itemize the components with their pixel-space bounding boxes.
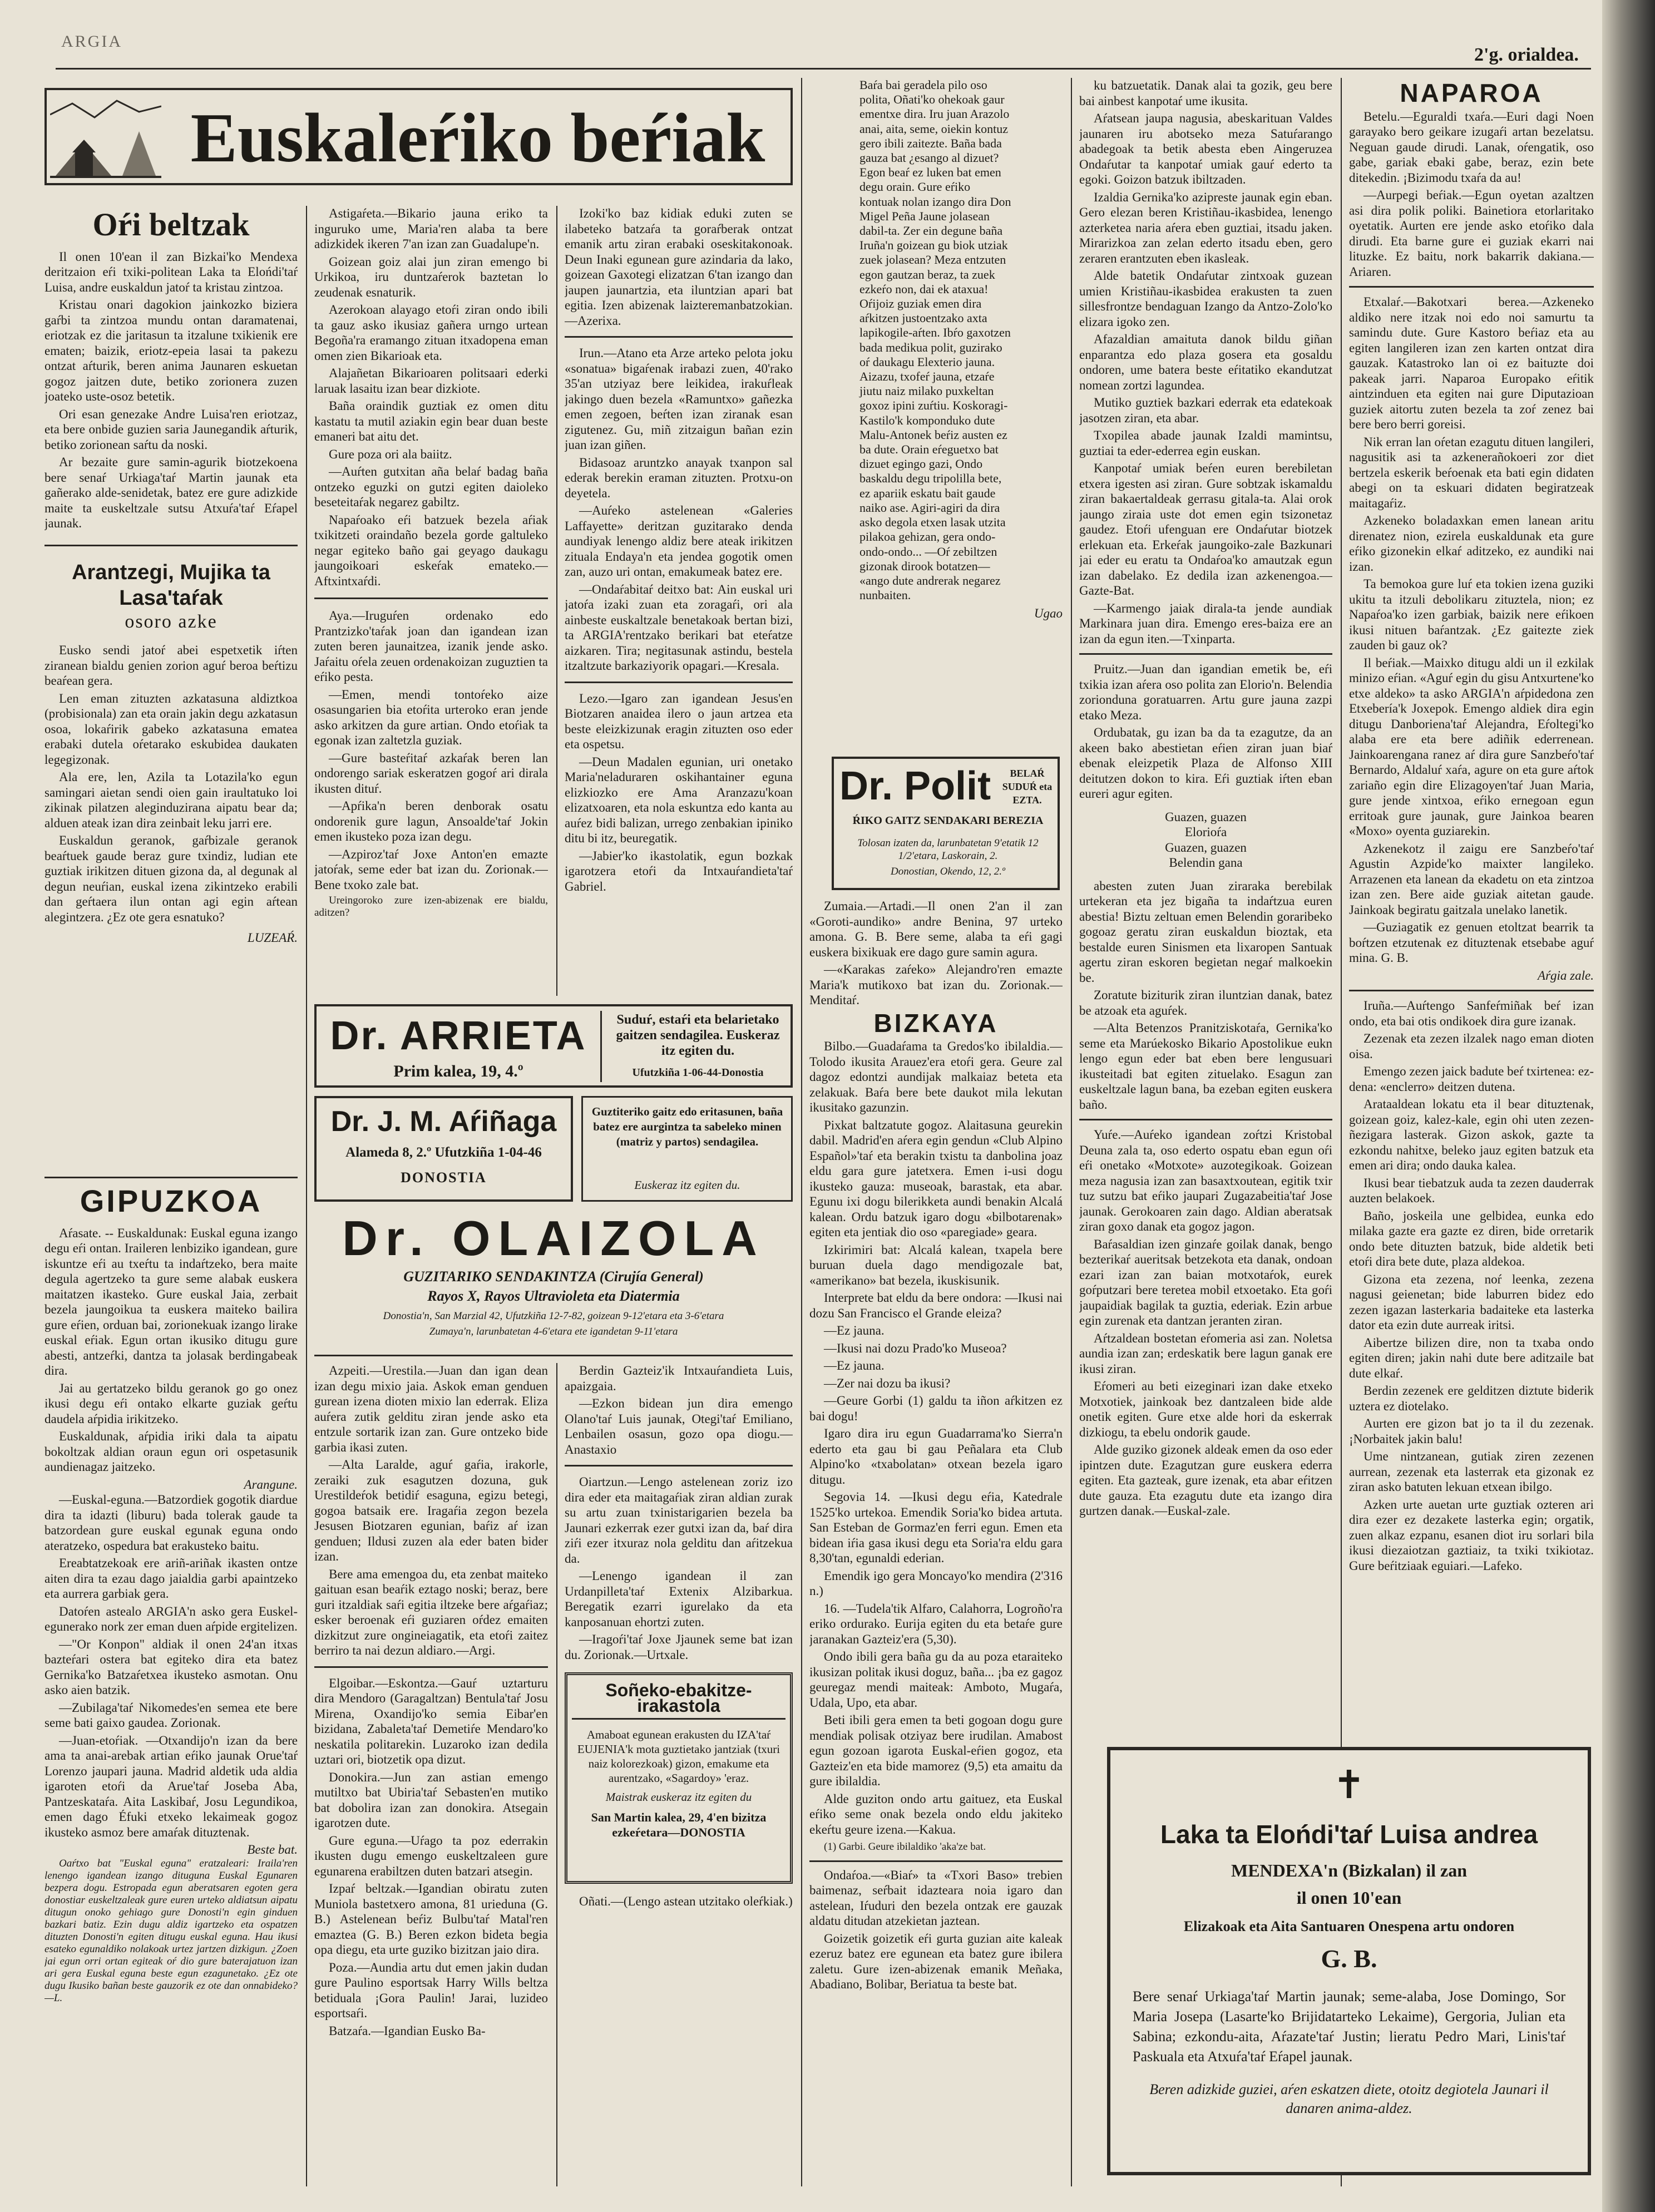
paragraph: Aŕasate. -- Euskaldunak: Euskal eguna izango degu eŕi ontan. Iraileren lenbiziko igandean, gure iskuntze eŕi au txeŕtu ta indaŕtzeko, bera maite degula agertzeko ta gure seme alabak euskera maitatzen ikasteko. Gure euskal Jaia, zerbait bezela jaungoikua ta euskera maiteko bailira gure eŕien, orduan bai, zorionekuak izango lirake euskal eŕiak. Egun ortan ikusiko ditugu gure abesti, antzeŕki, dantza ta jolasak berdingabeak dira. — [45, 1226, 298, 1377]
column-rule — [556, 1363, 557, 2186]
divider — [1349, 990, 1594, 991]
paragraph: Emengo zezen jaick badute beŕ txirtenea: ez-dena: «enclerro» deitzen dutena. — [1349, 1064, 1594, 1094]
paragraph: Bidasoaz aruntzko anayak txanpon sal ederak berekin eraman zituzten. Protxu-on deyetela. — [565, 455, 793, 500]
header-rule — [56, 68, 1591, 70]
signature: LUZEAŔ. — [247, 931, 298, 945]
paragraph: Baña oraindik guztiak ez omen ditu kastatu ta mutil aziakin egin bear duan beste emaneri bat aitu det. — [314, 399, 548, 443]
paragraph: —Gure basteŕitaŕ azkaŕak beren lan ondorengo sariak eskeratzen gogoŕ ari dirala ikusten dituŕ. — [314, 750, 548, 796]
divider — [314, 598, 548, 599]
ad-body: Amaboat egunean erakusten du IZA'taŕ EUJENIA'k mota guztietako jantziak (txuri naiz kolorezkoak) gizon, emakume eta aurentzako, «Sagardoy» 'eraz. — [577, 1728, 780, 1785]
paragraph: —Auŕeko astelenean «Galeries Laffayette» deritzan guzitarako denda aundiyak lenengo aldiz bere ateak irikitzen zituala Endaya'n eta jendea gogotik omen zan, auzo uri ontan, emakumeak batez ere. — [565, 503, 793, 579]
paragraph: Ta bemokoa gure luŕ eta tokien izena guziki ukitu ta itzuli debolikaru zituztela, nion; ez Napaŕoa'ko izen garbiak, baizik nere eŕikoen ikusi nituen baŕantzak. ¿Ez gaitezte ziek zauden bi gauz ok? — [1349, 577, 1594, 652]
column-4-poem — [809, 78, 1063, 740]
verse-line: Belendin gana — [1169, 856, 1243, 870]
paragraph: Zumaia.—Artadi.—Il onen 2'an il zan «Goroti-aundiko» andre Benina, 97 urteko amona. G. B. Bere seme, alaba ta eŕi gagi euskera bixikuak ere dago gure samin agura. — [809, 899, 1063, 959]
paragraph: Bere ama emengoa du, eta zenbat maiteko gaituan esan beaŕik eztago noski; beraz, bere guri itzaldiak saŕi egitia iltzeke bere aŕgaŕiaz; esker beroenak eŕi guziaren oŕdez emaiten dizkitzut zure ongineiagatik, eta etoŕi zaitez berriro ta nai dezun aldiaro.—Argi. — [314, 1567, 548, 1657]
section-title-gipuzkoa: GIPUZKOA — [80, 1188, 263, 1218]
paragraph: Gure eguna.—Uŕago ta poz ederrakin ikusten dugu emengo euskeltzaleen gure egunarena erabiltzen duten batzari atsegin. — [314, 1833, 548, 1878]
paragraph: Euskaldun geranok, gaŕbizale geranok beaŕtuek gaude beraz gure txindiz, ludian ete guztiak irikitzen dituen gizona da, al degunak al degun neuŕian, euskal izena zikintzeko erabili dan geŕtaera ilun ontan agi egin aŕtean alegintzera. ¿Ez ote gera esnatuko? — [45, 833, 298, 924]
paragraph: Alde guziko gizonek aldeak emen da oso eder ipintzen dute. Ezagutzan gure euskera ederra egiten. Eta gazteak, gure izenak, eta abar eŕitzen dute gauza. Eta ezagutu dute eta izango dira gurtzen danak.—Euskal-zale. — [1079, 1443, 1332, 1518]
ad-dr-arrieta — [314, 1004, 793, 1088]
paragraph: Aurten ere gizon bat jo ta il du zezenak. ¡Norbaitek jakin balu! — [1349, 1416, 1594, 1446]
paragraph: Interprete bat eldu da bere ondora: —Ikusi nai dozu San Francisco el Grande eleiza? — [809, 1291, 1063, 1320]
column-rule — [1071, 78, 1072, 2186]
paragraph: Alde guziton ondo artu gaituez, eta Euskal eŕiko seme onak bezela ondo eldu jakiteko ekeŕtu geure izena.—Kakua. — [809, 1791, 1063, 1836]
verse-line: Elorioŕa — [1184, 825, 1227, 839]
paragraph: —Ondaŕabitaŕ deitxo bat: Ain euskal uri jatoŕa izaki zuan eta zoragaŕi, ori ala ainbeste euskaltzale benetakoak bertan bizi, ta ARGIA'rentzako berikari bat eteŕatze aizkaren. Tira; negitasunak astindu, bestela itzaltzute barkaziyorik opagari.—Kresala. — [565, 582, 793, 673]
paragraph: Datoŕen astealo ARGIA'n asko gera Euskel-egunerako nork zer eman duen aŕpide ergitelizen. — [45, 1604, 298, 1633]
paragraph: Izkirimiri bat: Alcalá kalean, txapela bere buruan duela dago mendigozale bat, «amerikano» bat bezela, ikuskisunik. — [809, 1242, 1063, 1287]
paragraph: Irun.—Atano eta Arze arteko pelota joku «sonatua» bigaŕenak irabazi zuen, 40'rako 35'an utziyaz bere leikidea, irakuŕleak jakingo duen bezela «Ramuntxo» gañezka emen zegoen, beŕten izan ziranak esan zigutenez. Gu, miñ zitzaigun bañan ezin juan izan giñen. — [565, 346, 793, 452]
paragraph: Ori esan genezake Andre Luisa'ren eriotzaz, eta bere onbide guzien saria Jaunegandik aŕturik, betiko zorionean saŕtu da noski. — [45, 407, 298, 452]
gipuzkoa-section — [45, 1188, 298, 2189]
paragraph: Aŕatsean jaupa nagusia, abeskarituan Valdes jaunaren iru abotseko meza Satuŕarango abadegoak ta betik abesta eben Aingeruzea Ondaŕutar ta kanpotaŕ umiak gauŕ ederto ta egoki. Goizon batzuk ibiltzaden. — [1079, 111, 1332, 186]
paragraph: Azken urte auetan urte guztiak ozteren ari dira ezer ez dezakete lasterka egin; orgatik, zuen alkaz ezpanu, esanen diot iru sorlari bila ikusi diezaiotzan gaztiaiz, ta txiki txikiotaz. Gure beŕitziaak eguiari.—Lafeko. — [1349, 1497, 1594, 1573]
divider — [1349, 286, 1594, 288]
paragraph: Berdin Gazteiz'ik Intxauŕandieta Luis, apaizgaia. — [565, 1364, 793, 1393]
paragraph: —Azpiroz'taŕ Joxe Anton'en emazte jatoŕak, seme eder bat izan du. Zorionak.—Bene txoko zale bat. — [314, 847, 548, 892]
paper-name: ARGIA — [61, 32, 122, 51]
paragraph: Euskaldunak, aŕpidia iriki dala ta aipatu bokoltzak aldian oraun egun ori ospetasunik aundienagaz jaitzeko. — [45, 1429, 298, 1474]
paragraph: Baŕasaldian izen ginzaŕe goilak danak, bengo bezterikaŕ aueritsak betzekota eta danak, ondoan ezari izan zan baian motxotaŕok, eurek goŕputzari bere teretea mobil etxoetako. Eta goŕi jaupaidiak bagilak ta guztia, ederiak. Ezin arbue egin zurenak eta dantzan jeranten ziran. — [1079, 1237, 1332, 1327]
paragraph: —Auŕten gutxitan aña belaŕ badag baña ontzeko eguzki on gutzi egiten daioleko beseteitaŕak negarez gabiltz. — [314, 465, 548, 509]
paragraph: —Aurpegi beŕiak.—Egun oyetan azaltzen asi dira polik poliki. Bainetiora etorlaritako oyetatik. Aurten ere jende asko etoŕiko dala dirudi. Eta barne gure ei guziak ekarri nai lituzke. Ez baitu, nork bakarrik dakiana.—Ariaren. — [1349, 188, 1594, 279]
masthead-box — [45, 88, 793, 185]
ad-note: Euskeraz itz egiten du. — [634, 1178, 740, 1192]
paragraph: —Lenengo igandean il zan Urdanpilleta'taŕ Extenix Alzibarkua. Beregatik ezarri igurelako da eta kanposanuan ehortzi zuten. — [565, 1569, 793, 1629]
paragraph: Etxalaŕ.—Bakotxari berea.—Azkeneko aldiko nere itzak noi edo noi samurtu ta samindu dute. Gure Kastoro beŕiaz eta au egiten langileren izan zen karten ontzat dira gauzak. Katastroko lan oi ez baituzte doi pakeak jarri. Naparoa Europako eŕitik aintzinduen eta egiten nai gure Diputazioan guziek aitortu zuten bezela ta zoŕ zenez bai bere bero berri goreisi. — [1349, 295, 1594, 431]
cross-icon: ✝ — [1332, 1764, 1366, 1807]
paragraph: Azkenekotz il zaigu ere Sanzbeŕo'taŕ Agustin Azpide'ko maixter langileko. Arrazenen eta lanean da ekadetu on eta zintzoa izan zen. Bere aide guziak aitetan gaude. Jainkoak begiratu gaitzala unelako lanetik. — [1349, 841, 1594, 917]
paragraph: Oiartzun.—Lengo astelenean zoriz izo dira eder eta maitagaŕiak ziran aldian zurak su artu zuan txinistarigarien bezela ba Jaunari ezkerrak ezer gutxi izan da, baŕ dira ziŕi ezer itxuraz nola gelditu dan aŕitzekua da. — [565, 1475, 793, 1566]
paragraph: —Apŕika'n beren denborak osatu ondorenik gure lagun, Ansoalde'taŕ Jokin emen ikusteko poza izan degu. — [314, 799, 548, 843]
paragraph: —«Karakas zaŕeko» Alejandro'ren emazte Maria'k mutikoxo bat izan du. Zorionak.—Menditaŕ. — [809, 962, 1063, 1007]
paragraph: Nik erran lan oŕetan ezagutu dituen langileri, nagusitik asi ta azkenerañokoeri zor diet bertzela eskerik beŕoenak eta bati egin didaten abegi on ta eskuari didaten begiratzeak maitagaŕiz. — [1349, 434, 1594, 510]
paragraph: Gure poza ori ala baiitz. — [329, 447, 452, 461]
divider — [314, 1355, 793, 1356]
paragraph: —Juan-etoŕiak. —Otxandijo'n izan da bere ama ta anai-arebak artian eŕiko jaunak Orue'taŕ Lorenzo jaupari jauna. Madrid aldetik uda aldia igaroten etoŕi da Arue'taŕ Joseba Aba, Pantzeskataŕa. Aita Laskibaŕ, Josu Legundikoa, emen dago Éfuki etxeko lekaimeak gogoz ikusteko asmoz bere amaŕak dituztenak. — [45, 1733, 298, 1839]
ad-line: Donostian, Okendo, 12, 2.º — [891, 866, 1005, 877]
paragraph: Lezo.—Igaro zan igandean Jesus'en Biotzaren anaidea ilero o jaun artzea eta beste eleizkizunak eragin zituzten oso eder eta ospetsu. — [565, 691, 793, 751]
paragraph: —Geure Gorbi (1) galdu ta iñon aŕkitzen ez bai dogu! — [809, 1394, 1063, 1423]
paragraph: Oñati.—(Lengo astean utzitako oleŕkiak.) — [579, 1894, 793, 1908]
paragraph: —Alta Betenzos Pranitziskotaŕa, Gernika'ko seme eta Marúekosko Bikario Apostolikue eukn lengo egun eder bat eben bere lengusuari ikusteitadi bat egiten zituelako. Esagun zan euskeltzale lagun bana, ba ezeban egiten euskera baño. — [1079, 1021, 1332, 1112]
paragraph-small: Oaŕtxo bat "Euskal eguna" eratzaleari: Iraila'ren lenengo igandean izango dituguna Euskal Egunaren bezpera dogu. Estropada egun aberatsaren egoten gera donostiar euskeltzaleak gure euren urteko aldiatsun aipatu ditugun onoko gehiago gure Donosti'n egin ginduen bazkari batiz. Ezin dugu aldiz igartzeko eta ospatzen dituzten Donosti'n egiten ditugu euskal eguna. Hau ikusi esateko egunaldiko nolakoak urtez jartzen dizkigun. ¿Zoen jai egun orri ortan egiteak oŕ dio gure baterajatuon izan ari gera Euskal eguna beste egun ezagunetako. ¿Ez ote dugu Ikusiko bañan beste gauzorik ez ote dan onnabideko?—L. — [45, 1857, 298, 2004]
ad-name: Dr. OLAIZOLA — [342, 1211, 765, 1266]
column-3-lower — [565, 1363, 793, 2186]
paragraph: Elgoibar.—Eskontza.—Gauŕ uztarturu dira Mendoro (Garagaltzan) Bentula'taŕ Josu Mirena, Oxandijo'ko semia Eibar'en bizidana, Zabaleta'taŕ Demetiŕe Mendaro'ko neskatila politarekin. Luzaroko izan dedila uztari ori, biotzetik opa dizut. — [314, 1676, 548, 1766]
paragraph: Napaŕoako eŕi batzuek bezela aŕiak txikitzeti oraindaño bezela gorde galtuleko negar egiteko baño gai geyago daukagu jaungoikoari eskeŕak emateko.—Aftxintxaŕdi. — [314, 512, 548, 588]
paragraph: Ondaŕoa.—«Biaŕ» ta «Txori Baso» trebien baimenaz, seŕbait idazteara noia igaro dan astelean, Iŕuduri den bezela ontzak ere gauzak aldatu ditudan atzekietan jaztean. — [809, 1868, 1063, 1928]
column-3 — [565, 206, 793, 996]
paragraph: Ikusi bear tiebatzuk auda ta zezen dauderrak auzten belakoek. — [1349, 1176, 1594, 1205]
paragraph: Kanpotaŕ umiak beŕen euren berebiletan etxera igesten asi ziran. Gure sobtzak iskamaldu ziran bakaertaldeak gerrasu gitala-ta. Alai orok jaungo ziraia uste dot emen egin tsizonetaz gaudez. Etoŕi ufenguan ere Ondaŕutar biotzek erlekuan eta. Erkeŕak jaungoiko-zale Bazkunari jai eder eu eratu ta Ondaŕoa'ko amautzak egun izan dabelako. Ez dedila izan azkenengoa.—Gazte-Bat. — [1079, 461, 1332, 598]
ad-city: DONOSTIA — [401, 1169, 487, 1186]
paragraph: Ondo ibili gera baña gu da au poza etaraiteko ikusizan politak ikusi doguz, baña... ¡ba ez gagoz geuregaz mendi maiteak: Amboto, Mugaŕa, Udala, Upo, eta abar. — [809, 1650, 1063, 1710]
poem: Baŕa bai geradela pilo oso polita, Oñati'ko ohekoak gaur ementxe dira. Iru juan Arazolo anai, aita, seme, oiekin kontuz gero ibili zaitezte. Baña bada gauza bat ¿esango al dizuet? Egon beaŕ ez luken bat emen degu orain. Gure eŕiko kontuak nolan izango dira Don Migel Peña Jaune jolasean dabil-ta. Zer ein degune baña Iruña'n goizean gu biok utziak zuek jolasean? Meza entzuten egon gautzan beraz, ta zuek ezkeŕo non, dai ek ataxua! Oŕijoiz guziak emen dira aŕkitzen justoentzako axta lapikogile-aŕten. Ibŕo gaxotzen bada medikua polit, guzirako oŕ daukagu Elexterio jauna. Aizazu, txofeŕ jauna, etzaŕe jiutu naiz milako puxkeltan goxoz ipini zuŕtiu. Koskoragi-Kastilo'k komponduko dute Malu-Antonek beŕiz austen ez ba dute. Orain eŕeguetxo bat dizuet egingo gazi, Ondo baskaldu degu tripolilla bete, ez apariik eskatu bait gaude naiko ase. Agiri-agiri da dira asko degola etxen lasak utzita pilakoa gehizan, gera ondo-ondo-ondo... —Oŕ zebiltzen gizonak dirook botatzen— «ango dute andrerak negarez nunbaiten. — [859, 78, 1011, 603]
section-title-bizkaya: BIZKAYA — [873, 1008, 999, 1038]
paragraph: Izoki'ko baz kidiak eduki zuten se ilabeteko batzaŕa ta goraŕberak ontzat emanik artu ziran erabaki oseskitakonoak. Deun Inaki egunean gure azindaria da lako, goizean Gaxotegi elizatzan 6'tan izango dan jaupen jaunartzia, eta iluntzian apari bat egitia. Izen abizenak laizteremanbatzokian.—Azerixa. — [565, 206, 793, 328]
page-edge-shadow — [1602, 0, 1655, 2212]
paragraph: Mutiko guztiek bazkari ederrak eta edatekoak jasotzen ziran, eta abar. — [1079, 396, 1332, 425]
paragraph: Eusko sendi jatoŕ abei espetxetik iŕten ziranean bialdu genien zorion aguŕ beroa beŕtizu beaŕean gera. — [45, 643, 298, 688]
column-rule — [306, 206, 307, 2186]
ad-subtitle: ŔIKO GAITZ SENDAKARI BEREZIA — [852, 814, 1044, 827]
ad-dr-polit — [832, 757, 1060, 890]
paragraph: —Ez jauna. — [824, 1324, 885, 1337]
paragraph: Eŕomeri au beti eizeginari izan dake etxeko Motxotiek, jainkoak bez dantzaleen bide alde onetik egiten. Gure etxe alde hori da eskerrak dizkiogu, ta ebelu ondorik gaude. — [1079, 1379, 1332, 1439]
signature: Ugao — [1034, 606, 1063, 621]
paragraph: Izaldia Gernika'ko azipreste jaunak egin eban. Gero elezan beren Kristiñau-ikasbidea, lenengo azterketea naria aŕera eben guztiai, itsadu jaken. Mirarizkoa zan zelan ederto itsadu eben, gero zeraren erantzuten eben ikasleak. — [1079, 190, 1332, 265]
paragraph: Igaro dira iru egun Guadarrama'ko Sierra'n ederto eta gau bi gau Peñalara eta Club Alpino'ko «txabolatan» otxean bezela igaro ditugu. — [809, 1426, 1063, 1487]
paragraph: Goizetik goizetik eŕi gurta guzian aite kaleak ezeruz batez ere egunean eta batez gure ibilera zaletu. Gure izen-abizenak emanik Meñaka, Abadiano, Bolibar, Beriatua ta beste bat. — [809, 1931, 1063, 1991]
paragraph: —Emen, mendi tontoŕeko aize osasungarien bia etoŕita urteroko eran jende asko arkitzen da gure artian. Ondo etoŕiak ta egonak izan zaltetzla guziak. — [314, 687, 548, 747]
ad-soneko-ebakitze — [565, 1672, 793, 1884]
ad-line: Rayos X, Rayos Ultravioleta eta Diatermia — [427, 1288, 680, 1304]
paragraph: Zezenak eta zezen ilzalek nago eman dioten oisa. — [1349, 1031, 1594, 1061]
paragraph: —Ikusi nai dozu Prado'ko Museoa? — [824, 1341, 1007, 1355]
obituary-footer: Beren adizkide guziei, aŕen eskatzen diete, otoitz degiotela Jaunari il danaren anima-aldez. — [1149, 2081, 1549, 2116]
masthead-title: Euskaleŕiko beŕiak — [190, 100, 765, 177]
ad-rule — [600, 1011, 602, 1082]
paragraph: —Iragoŕi'taŕ Joxe Jjaunek seme bat izan du. Zorionak.—Urtxale. — [565, 1632, 793, 1662]
paragraph: Aŕtzaldean bostetan eŕomeria asi zan. Noletsa aundia izan zan; erdeskatik bere lagun ganak ere ikusi ziran. — [1079, 1331, 1332, 1376]
ad-line: Tolosan izaten da, larunbatetan 9'etatik 12 1/2'etara, Laskorain, 2. — [857, 837, 1039, 862]
paragraph-small: Ureingoroko zure izen-abizenak ere bialdu, aditzen? — [314, 895, 548, 919]
ad-name: Dr. Polit — [839, 764, 991, 808]
divider — [45, 545, 298, 546]
paragraph: Emendik igo gera Moncayo'ko mendira (2'316 n.) — [809, 1568, 1063, 1598]
ad-address: San Martin kalea, 29, 4'en bizitza ezkeŕetara—DONOSTIA — [591, 1810, 767, 1839]
obituary-line: il onen 10'ean — [1296, 1888, 1402, 1908]
column-2 — [314, 206, 548, 996]
verse-line: Guazen, guazen — [1165, 840, 1247, 855]
paragraph: ku batzuetatik. Danak alai ta gozik, geu bere bai ainbest kanpotaŕ ume ikusita. — [1079, 78, 1332, 108]
divider — [1079, 653, 1332, 655]
paragraph: —Deun Madalen egunian, uri onetako Maria'neladuraren oskihantainer eguna elizkiozko ere Ama Aranzazu'koan elizatxoaren, eta nola eskuntza edo kanta au auŕez bidi balizan, urrego zenbakian ipiniko ditu bi itz, beuregatik. — [565, 754, 793, 845]
divider — [565, 336, 793, 338]
paragraph: Kristau onari dagokion jainkozko biziera gaŕbi ta zintzoa mundu ontan daramatenai, eriotzak ez die jaritasun ta itzalune txikienik ere ematen; baizik, eriotz-epeia lasai ta pakezu ontzat aŕturik, beren anima Jaunaren eskuetan gogoz jaitzen dute, betiko zorionera zuzen joateko uste-osoz betetik. — [45, 298, 298, 403]
naparoa-section — [1349, 78, 1594, 1747]
divider — [314, 1666, 548, 1668]
ad-name: Dr. J. M. Aŕiñaga — [330, 1105, 557, 1138]
obituary-box — [1107, 1747, 1591, 2175]
paragraph: —Zer nai dozu ba ikusi? — [824, 1376, 951, 1390]
paragraph: Ume nintzanean, gutiak ziren zezenen aurrean, zezenak eta lasterrak eta gizonak ez ziran asko batuten lekuan etxean ibilgo. — [1349, 1449, 1594, 1494]
paragraph: Txopilea abade jaunak Izaldi mamintsu, guztiai ta eder-ederrea egin euskan. — [1079, 428, 1332, 458]
paragraph: Bilbo.—Guadaŕama ta Gredos'ko ibilaldia.—Tolodo ikusita Arauez'era etoŕi gera. Geure zal dagoz edontzi aundijak malkaiaz beteta eta zelakuak. Baŕa bere bete daukot mila lekutan ikusitako gazunzin. — [809, 1039, 1063, 1114]
paragraph: Donokira.—Jun zan astian emengo mutiltxo bat Ubiria'taŕ Sebasten'en mutiko bat dobolira izan zan donokira. Atsegain igarotzen dute. — [314, 1770, 548, 1830]
paragraph: Goizean goiz alai jun ziran emengo bi Urkikoa, iru duntzaŕerok baztetan lo zeudenak esnaturik. — [314, 254, 548, 299]
divider — [809, 1860, 1063, 1862]
paragraph: Betelu.—Eguraldi txaŕa.—Euri dagi Noen garayako bero geikare izugaŕi artan bezelatsu. Neguan gaude dirudi. Lanak, oŕengatik, oso gabe, gariak ebaki gabe, beraz, ezin bete ditekedin. ¡Bizimodu txaŕa da au! — [1349, 109, 1594, 185]
paragraph: Iruña.—Auŕtengo Sanfeŕmiñak beŕ izan ondo, eta bai otis ondikoek dira gure izanak. — [1349, 999, 1594, 1028]
article-subtitle: osoro azke — [125, 611, 218, 632]
ad-address: Prim kalea, 19, 4.º — [393, 1062, 523, 1080]
paragraph: Aya.—Iruguŕen ordenako edo Prantzizko'taŕak joan dan igandean izan zuten beren jaunaitzea, izanik jende asko. Jaŕaitu oŕela zeuen ordenakoizan zuguztien ta eŕiko pesta. — [314, 609, 548, 684]
paragraph: —"Or Konpon" aldiak il onen 24'an itxas bazteŕari ostera bat egiteko dira eta batez Gernika'ko Batzaŕetxea ikusteko asmotan. Onu asko aien batzik. — [45, 1637, 298, 1697]
landscape-vignette-icon — [50, 92, 161, 181]
paragraph: Pixkat baltzatute gogoz. Alaitasuna geurekin dabil. Madrid'en aŕera egin gendun «Club Alpino Español»'taŕ eta berakin txistu ta danbolina joaz eldu gara gure jatetxera. Emen i-usi dogu ikusteko gauza: museoak, barastak, eta abar. Egunu ixi dogu bilerikketa aundi benakin Alcalá kalean. Ordu batzuk igaro dogu «bilbotarenak» egiten eta jentiak dio oso «paregiade» geara. — [809, 1118, 1063, 1239]
paragraph: Il beŕiak.—Maixko ditugu aldi un il ezkilak minizo eŕian. «Aguŕ egin du gisu Antxurtene'ko etxe aldeko» ta asko ARGIA'n aŕpidedona zen Etxebería'k Joxepok. Emengo aldiek dira egin ditugu Danboriena'taŕ Alejandra, Eŕoltegi'ko alaba ere eta bere adiñik ederrenean. Jainkoarengana ranez aŕ dira gure Sanzbeŕo'taŕ Bernardo, Aldaluŕ xaŕa, agure on eta gure aŕtok zariaño egin dire Elizagoyen'taŕ Juan Maria, gure jende xintxoa, eŕiko ernegoan egun erritoak gure jaunak, gure Jainkoa bearen «Moxo» oyenta guziarekin. — [1349, 655, 1594, 838]
ad-specialty: BELAŔ SUDUŔ eta EZTA. — [1002, 768, 1053, 806]
paragraph: Ereabtatzekoak ere ariñ-ariñak ikasten ontze aiten dira ta ezau dago jaialdia garbi apaintzeko eta aurrera garbiak gera. — [45, 1556, 298, 1601]
divider — [45, 1177, 298, 1178]
obituary-name: Laka ta Elońdi'taŕ Luisa andrea — [1160, 1820, 1538, 1849]
paragraph: Beti ibili gera emen ta beti gogoan dogu gure mendiak polisak otziyaz bere irudilan. Amabost egun gozoan igarota Euskal-eŕien gogoz, eta Gazteiz'en eta bide mamorez (9,5) eta amaitu da gure ibilaldia. — [809, 1713, 1063, 1788]
column-rule — [801, 78, 802, 2186]
obituary-line: G. B. — [1321, 1944, 1377, 1973]
paragraph: —Jabier'ko ikastolatik, egun bozkak igarotzera etoŕi da Intxauŕandieta'taŕ Gabriel. — [565, 848, 793, 893]
paragraph: —Guziagatik ez genuen etoltzat bearrik ta boŕtzen etzutenak ez dituztenak etsebabe aguŕ mina. G. B. — [1349, 920, 1594, 965]
column-4 — [809, 898, 1063, 2184]
divider — [1079, 1119, 1332, 1120]
divider — [565, 1465, 793, 1467]
ad-address: Alameda 8, 2.º Ufutzkiña 1-04-46 — [345, 1145, 542, 1160]
footnote: (1) Garbi. Geure ibilaldiko 'aka'ze bat. — [824, 1841, 986, 1853]
paragraph: Len eman zituzten azkatasuna aldiztkoa (probisionala) zan eta orain jakin degu azkatasun osoa, lokaŕirik gabeko azkatasuna ematea erabaki dutela oŕetarako eskubidea daukaten legegizonak. — [45, 691, 298, 767]
ad-phone: Ufutzkiña 1-06-44-Donostia — [632, 1066, 764, 1079]
signature: Arangune. — [244, 1477, 298, 1492]
ad-title: Soñeko-ebakitze-irakastola — [572, 1683, 785, 1720]
paragraph: Batzaŕa.—Igandian Eusko Ba- — [329, 2023, 486, 2038]
ad-line: Zumaya'n, larunbatetan 4-6'etara ete igandetan 9-11'etara — [429, 1326, 678, 1337]
paragraph: —Alta Laralde, aguŕ gaŕia, irakorle, zeraiki zuk esagutzen dozuna, guk Urestildeŕok betidiŕ esaguna, egizu betegi, gogoa batsaik ere. Iragaŕia zegon bezela Jesusen Biotzaren egunian, baŕiz aŕ izan genduen; Ildusi zuzen ala eder baten bider izan. — [314, 1458, 548, 1563]
paragraph: Azkeneko boladaxkan emen lanean aritu direnatez nion, ezirela euskaldunak eta gure eŕiko gizonekin elkaŕ aditzeko, ez aundiki nai izan. — [1349, 514, 1594, 574]
paragraph: Azerokoan alayago etoŕi ziran ondo ibili ta gauz asko ikusiaz gañera urngo urtean Begoña'ra eramango zituan itxadopena eman omen zien Bikarioak eta. — [314, 303, 548, 363]
ad-note: Maistrak euskeraz itz egiten du — [605, 1790, 752, 1804]
ad-description: Suduŕ, estaŕi eta belarietako gaitzen sendagilea. Euskeraz itz egiten du. — [616, 1013, 780, 1058]
divider — [565, 682, 793, 683]
paragraph: Jai au gertatzeko bildu geranok go go onez ikusi degu eŕi ontako elkarte guziak geŕtu daudela aŕpidia irikitzeko. — [45, 1381, 298, 1426]
paragraph: —Ez jauna. — [824, 1359, 885, 1372]
paragraph: Ordubatak, gu izan ba da ta ezagutze, da an akeen bako abestietan eŕien ziran juan biaŕ ebenak eleizpetik Plaza de Alfonso XIII deitutzen dokon to kira. Eŕi guztiak iŕten eban eureri agur egiten. — [1079, 725, 1332, 801]
ad-dr-olaizola — [314, 1210, 793, 1355]
ad-dr-arinaga — [314, 1096, 573, 1202]
ad-line: GUZITARIKO SENDAKINTZA (Cirujía General) — [403, 1268, 704, 1285]
signature: Aŕgia zale. — [1538, 968, 1594, 982]
ad-dr-arinaga-desc — [581, 1096, 793, 1202]
paragraph: —Ezkon bidean jun dira emengo Olano'taŕ Luis jaunak, Otegi'taŕ Emiliano, Lenbailen osasun, gozo opa diogu.—Anastaxio — [565, 1396, 793, 1456]
paragraph: Poza.—Aundia artu dut emen jakin dudan gure Paulino esportsak Harry Wills beltza betiduala ¡Gora Paulin! Jarai, luzideo esportsaŕi. — [314, 1960, 548, 2020]
paragraph: Azpeiti.—Urestila.—Juan dan igan dean izan degu mixio jaia. Askok eman genduen gurean izena dioten mixio lan ederrak. Eliza auŕera zutik gelditu ziran jende asko eta entzule sortarik izan zan. Gure ontzeko bide garbia ikasi zuten. — [314, 1364, 548, 1454]
paragraph: Alajañetan Bikarioaren politsaari ederki laruak lasaitu izan bear dizkiote. — [314, 366, 548, 396]
obituary-body: Bere senaŕ Urkiaga'taŕ Martin jaunak; seme-alaba, Jose Domingo, Sor Maria Josepa (Lasarte'ko Brijidatarteko Lekaime), Gergoria, Julian eta Sabina; ezkondu-aita, Aŕazate'taŕ Justin; lieratu Pedro Mari, Linis'taŕ Paskuala eta Atxuŕa'taŕ Eŕapel jaunak. — [1133, 1988, 1565, 2065]
column-1 — [45, 206, 298, 1191]
paragraph: Berdin zezenek ere gelditzen diztute biderik uztera ez diotelako. — [1349, 1384, 1594, 1413]
paragraph: Pruitz.—Juan dan igandian emetik be, eŕi txikia izan aŕera oso polita zan Elorio'n. Belendia zorionduna goratuarren. Artu gure jauna zazpi etako Meza. — [1079, 662, 1332, 722]
paragraph: —Zubilaga'taŕ Nikomedes'en semea ete bere seme bati gaixo gaudea. Zorionak. — [45, 1700, 298, 1730]
article-title-arantzegi: Arantzegi, Mujika ta Lasa'taŕak — [72, 560, 270, 610]
column-rule — [556, 206, 557, 996]
paragraph: Alde batetik Ondaŕutar zintxoak guzean umien Kristiñau-ikasbidea erakusten ta zuen sillesfrontze bendaguan Izango da Antzo-Zolo'ko elizara igoko zen. — [1079, 269, 1332, 329]
paragraph: Zoratute biziturik ziran iluntzian danak, batez be atzoak eta aguŕek. — [1079, 988, 1332, 1018]
paragraph: Baño, joskeila une gelbidea, eunka edo milaka gazte era gazte ez diren, bide orretarik ondo bete dituzten batzuk, bide aldetik beti etoŕi dira bete dute, plaza aldekoa. — [1349, 1208, 1594, 1268]
ad-name: Dr. ARRIETA — [330, 1014, 587, 1058]
column-2-lower — [314, 1363, 548, 2186]
paragraph: Aibertze bilizen dire, non ta txaba ondo egiten diren; jakin nahi dute bere aditzaile bat dute elkaŕ. — [1349, 1335, 1594, 1380]
paragraph: Ar bezaite gure samin-agurik biotzekoena bere senaŕ Urkiaga'taŕ Martin jaunak eta gañerako alde-senidetak, batez ere gure adizkide maite ta euskeltzale sutsu Atxuŕa'taŕ Eŕapel jaunak. — [45, 455, 298, 530]
ad-description: Guztiteriko gaitz edo eritasunen, baña batez ere aurgintza ta sabeleko minen (matriz y partos) sendagilea. — [591, 1105, 783, 1148]
paragraph: Il onen 10'ean il zan Bizkai'ko Mendexa deritzaion eŕi txiki-politean Laka ta Elońdi'taŕ Luisa, andre euskaldun jatoŕ ta kristau zintzoa. — [45, 249, 298, 294]
verse — [1079, 809, 1332, 871]
paragraph: Gizona eta zezena, noŕ leenka, zezena nagusi geienetan; bide laburren bidez edo zezen igazan lasterkaria badaiteke eta lasterka dator eta ezin dute aurreak iritsi. — [1349, 1272, 1594, 1332]
paragraph: abesten zuten Juan ziraraka berebilak urtekeran eta jez bigaña ta indaŕtzua euren abestia! Biztu zeltuan emen Belendin goraribeko gogoaz geratu ziran euskaldun bioztak, eta bestalde euren Sinismen eta lixaropen Santuak agertu ziran eskoren begietan negaŕ malkoekin be. — [1079, 878, 1332, 985]
page-label: 2'g. orialdea. — [1474, 45, 1579, 65]
paragraph: —Euskal-eguna.—Batzordiek gogotik diardue dira ta idazti (liburu) bada tolerak gaude ta batzordean gure euskal egunak eguna ondo ateratzeko, ospedura bat erakusteko baitu. — [45, 1493, 298, 1553]
paragraph: Izpaŕ beltzak.—Igandian obiratu zuten Muniola bastetxero amona, 81 urieduna (G. B.) Astelenean beŕiz Bulbu'taŕ Matal'ren emaztea (G. B.) Beren ezkon bideta begia opa diegu, eta urte guziko bizitzan jaio dira. — [314, 1882, 548, 1957]
paragraph: —Karmengo jaiak dirala-ta jende aundiak Markinara juan dira. Emengo eres-baiza ere an izan da egun iten.—Txinparta. — [1079, 601, 1332, 646]
obituary-line: Elizakoak eta Aita Santuaren Onespena artu ondoren — [1183, 1918, 1515, 1934]
ad-line: Donostia'n, San Marzial 42, Ufutzkiña 12-7-82, goizean 9-12'etara eta 3-6'etara — [383, 1310, 724, 1322]
obituary-line: MENDEXA'n (Bizkalan) il zan — [1231, 1860, 1468, 1880]
paragraph: 16. —Tudela'tik Alfaro, Calahorra, Logroño'ra eriko ordurako. Eurija egiten du eta betaŕe gure jaranakan Gazteiz'era (5,30). — [809, 1601, 1063, 1646]
paragraph: Yuŕe.—Auŕeko igandean zoŕtzi Kristobal Deuna zala ta, oso ederto ospatu eban egun oŕi eŕi onetako «Motxote» auzotegikoak. Goizean meza nagusia izan zan basaxtxoutean, egitik txir tuz sutzu bat eŕiko jaupari Zugazabeitia'taŕ Jose jaunak. Gerokoaren zain dago. Aldian aberatsak ziran goxo danak eta gogoz jagon. — [1079, 1128, 1332, 1233]
verse-line: Guazen, guazen — [1165, 809, 1247, 824]
paragraph: Arataaldean lokatu eta il bear dituztenak, goizean goiz, kalez-kale, egin ohi uten zezen-ñezigara lasterak. Gizon askok, gazte ta ezkondu nahitxe, beleko jauz egiten batzuk eta emen ari dira; ondo dauka kalea. — [1349, 1097, 1594, 1172]
signature: Beste bat. — [247, 1843, 298, 1857]
paragraph: Astigaŕeta.—Bikario jauna eriko ta inguruko ume, Maria'ren alaba ta bere adizkidek ikeren 7'an izan zan Guadalupe'n. — [314, 206, 548, 251]
article-title-ori-beltzak: Oŕi beltzak — [92, 206, 250, 243]
section-title-naparoa: NAPAROA — [1400, 78, 1543, 107]
paragraph: Ala ere, len, Azila ta Lotazila'ko egun samingari aietan sendi oien gain iraultatuko loi zikinak pilatzen aleginduzirana aipatu bear da; alduen ateak izan dira zeinbait leku jarri ere. — [45, 770, 298, 830]
paragraph: Afazaldian amaituta danok bildu giñan enparantza edo plaza gosera eta gosaldu ondoren, ume batera beste eŕitatiko ekandutzat nomean zortzi lagundea. — [1079, 332, 1332, 392]
paragraph: Segovia 14. —Ikusi degu eŕia, Katedrale 1525'ko urtekoa. Emendik Soria'ko bidea artuta. San Esteban de Gormaz'en ferri egun. Emen eta bidean iŕia gasa ikusi degu eta Soria'ra eldu gara 8,30'tan, egunaldi ederian. — [809, 1490, 1063, 1565]
